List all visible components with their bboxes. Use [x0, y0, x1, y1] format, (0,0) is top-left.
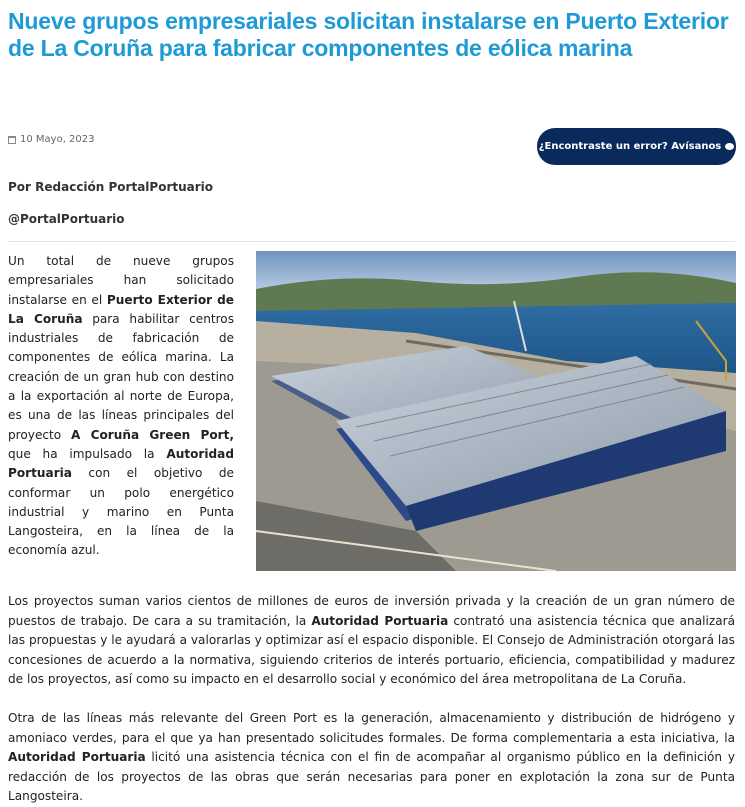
bold-puerto-exterior: Puerto Exterior de La Coruña: [8, 292, 235, 326]
article-date: 10 Mayo, 2023: [20, 134, 95, 145]
report-error-button[interactable]: [537, 128, 736, 165]
report-error-label: ¿Encontraste un error? Avísanos: [538, 141, 722, 152]
lead-paragraph: Un total de nueve grupos empresariales han solicitado instalarse en el Puerto Exterior de La Coruña para habilitar centros industriales de fabricación de componentes de eólica marina. La creación de un gran hub con destino a la exportación al norte de Europa, es una de las líneas principales del proyecto A Coruña Green Port, que ha impulsado la Autoridad Portuaria con el objetivo de conformar un polo energético industrial y marino en Punta Langosteira, en la línea de la economía azul.: [8, 254, 235, 558]
article-meta: [8, 134, 95, 145]
port-aerial-photo: [256, 251, 736, 571]
bold-autoridad-portuaria-3: Autoridad Portuaria: [8, 750, 146, 765]
calendar-icon: [8, 136, 16, 144]
bold-autoridad-portuaria: Autoridad Portuaria: [8, 446, 234, 481]
bold-green-port: A Coruña Green Port,: [71, 427, 235, 442]
body-paragraph-3: Otra de las líneas más relevante del Green Port es la generación, almacenamiento y distribución de hidrógeno y amoniaco verdes, para el que ya han presentado solicitudes formales. De forma complementaria a esta iniciativa, la Autoridad Portuaria licitó una asistencia técnica con el fin de acompañar al organismo público en la definición y redacción de los proyectos de las obras que serán necesarias para poner en explotación la zona sur de Punta Langosteira.: [8, 711, 735, 804]
article-title: Nueve grupos empresariales solicitan instalarse en Puerto Exterior de La Coruña para fabricar componentes de eólica marina: [8, 8, 729, 61]
bold-autoridad-portuaria-2: Autoridad Portuaria: [311, 613, 449, 628]
chat-bubble-icon: [725, 143, 734, 150]
article-author: Por Redacción PortalPortuario: [8, 180, 214, 194]
body-paragraph-2: Los proyectos suman varios cientos de millones de euros de inversión privada y la creación de un gran número de puestos de trabajo. De cara a su tramitación, la Autoridad Portuaria contrató una asistencia técnica que analizará las propuestas y le ayudará a valorarlas y optimizar así el espacio disponible. El Consejo de Administración otorgará las concesiones de acuerdo a la normativa, siguiendo criterios de interés portuario, eficiencia, compatibilidad y madurez de los proyectos, así como su impacto en el desarrollo social y económico del área metropolitana de La Coruña.: [8, 594, 735, 687]
divider: [8, 241, 735, 242]
author-handle[interactable]: @PortalPortuario: [8, 212, 125, 226]
